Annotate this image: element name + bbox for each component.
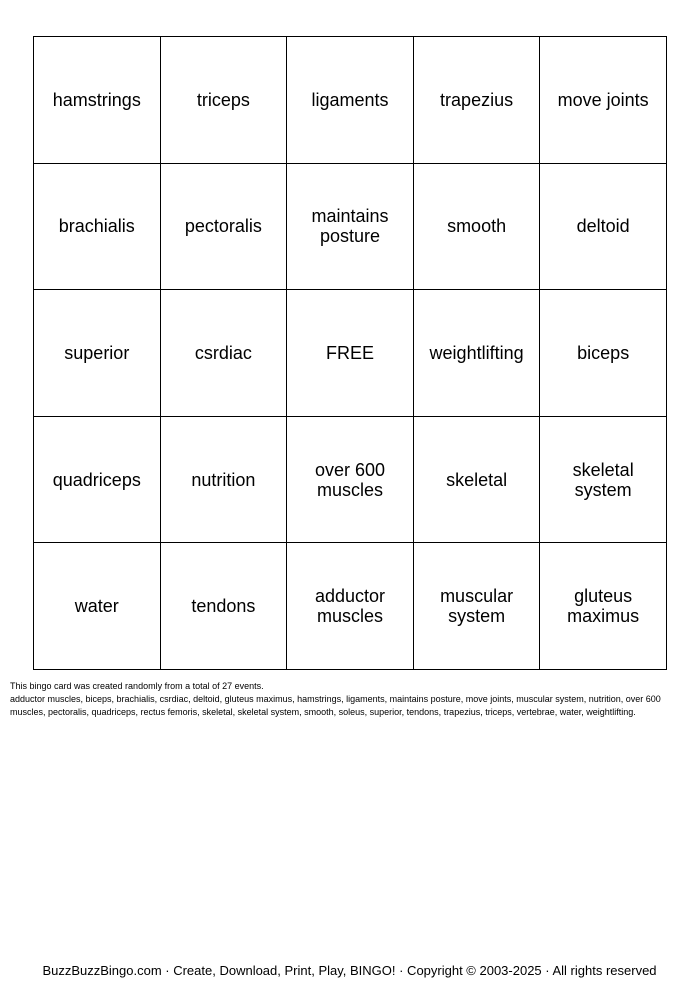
bingo-cell: csrdiac xyxy=(160,290,287,417)
bingo-cell: smooth xyxy=(413,163,540,290)
bingo-free-cell: FREE xyxy=(287,290,414,417)
bingo-cell: skeletal system xyxy=(540,416,667,543)
bingo-cell: skeletal xyxy=(413,416,540,543)
bingo-cell: biceps xyxy=(540,290,667,417)
page-footer: BuzzBuzzBingo.com · Create, Download, Print, Play, BINGO! · Copyright © 2003-2025 · All rights reserved xyxy=(42,963,657,978)
created-note: This bingo card was created randomly from a total of 27 events. xyxy=(10,681,264,691)
bingo-cell: move joints xyxy=(540,37,667,164)
bingo-cell: triceps xyxy=(160,37,287,164)
bingo-row xyxy=(34,416,667,543)
bingo-cell: trapezius xyxy=(413,37,540,164)
bingo-cell: superior xyxy=(34,290,161,417)
bingo-cell: ligaments xyxy=(287,37,414,164)
bingo-row xyxy=(34,37,667,164)
bingo-card-grid xyxy=(33,36,667,670)
bingo-cell: nutrition xyxy=(160,416,287,543)
bingo-cell: weightlifting xyxy=(413,290,540,417)
bingo-cell: quadriceps xyxy=(34,416,161,543)
bingo-cell: brachialis xyxy=(34,163,161,290)
bingo-cell: adductor muscles xyxy=(287,543,414,670)
bingo-cell: gluteus maximus xyxy=(540,543,667,670)
bingo-cell: deltoid xyxy=(540,163,667,290)
bingo-cell: maintains posture xyxy=(287,163,414,290)
events-list: adductor muscles, biceps, brachialis, csrdiac, deltoid, gluteus maximus, hamstrings, ligaments, maintains posture, move joints, muscular system, nutrition, over 600 muscles, pectoralis, quadriceps, rectus femoris, skeletal, skeletal system, smooth, soleus, superior, tendons, trapezius, triceps, vertebrae, water, weightlifting. xyxy=(10,694,661,717)
card-info xyxy=(10,680,690,719)
bingo-cell: muscular system xyxy=(413,543,540,670)
bingo-cell: hamstrings xyxy=(34,37,161,164)
bingo-cell: pectoralis xyxy=(160,163,287,290)
bingo-row xyxy=(34,290,667,417)
bingo-row xyxy=(34,543,667,670)
bingo-cell: over 600 muscles xyxy=(287,416,414,543)
bingo-row xyxy=(34,163,667,290)
bingo-cell: water xyxy=(34,543,161,670)
bingo-cell: tendons xyxy=(160,543,287,670)
